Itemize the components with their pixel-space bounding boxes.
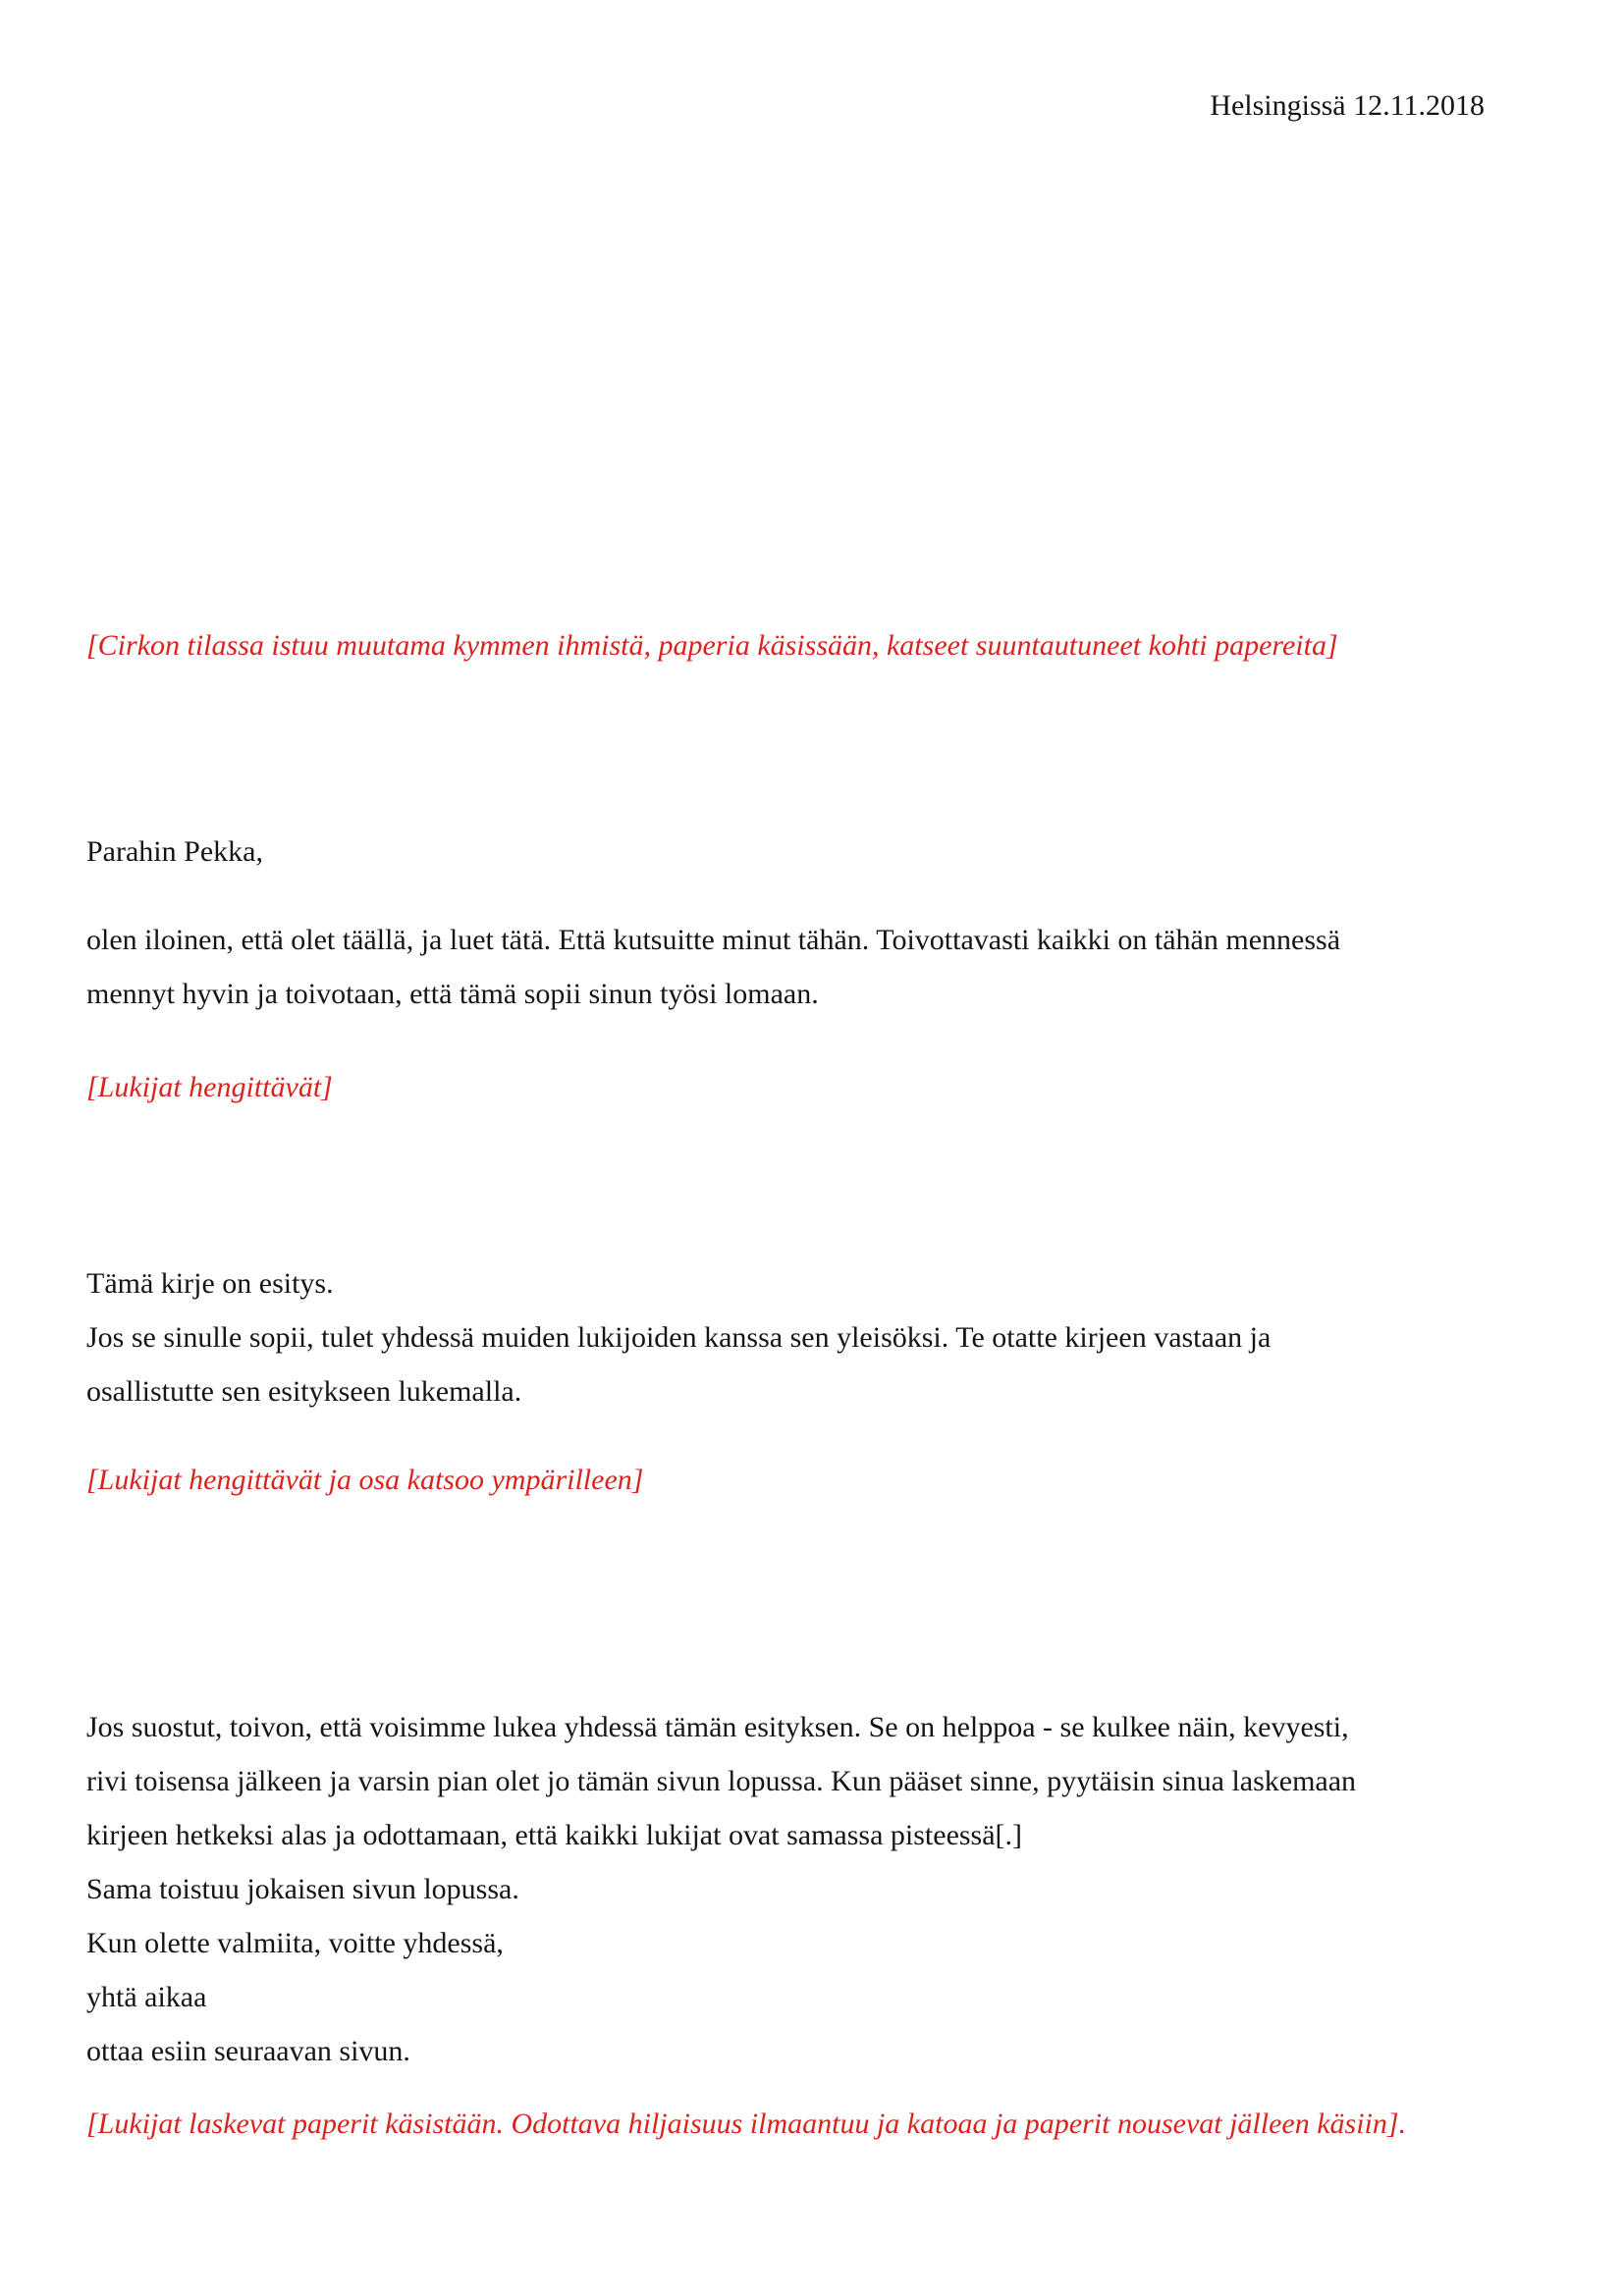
text-line: Kun olette valmiita, voitte yhdessä, bbox=[86, 1927, 504, 1959]
text-line: mennyt hyvin ja toivotaan, että tämä sopii sinun työsi lomaan. bbox=[86, 978, 819, 1010]
text-line: Tämä kirje on esitys. bbox=[86, 1267, 334, 1300]
text-line: yhtä aikaa bbox=[86, 1981, 207, 2013]
paragraph-2 bbox=[86, 1256, 1536, 1418]
paragraph-1 bbox=[86, 913, 1536, 1021]
text-line: ottaa esiin seuraavan sivun. bbox=[86, 2035, 410, 2067]
stage-direction-breath-1: [Lukijat hengittävät] bbox=[86, 1071, 333, 1103]
stage-direction-closing: [Lukijat laskevat paperit käsistään. Odottava hiljaisuus ilmaantuu ja katoaa ja paperit nousevat jälleen käsiin]. bbox=[86, 2108, 1407, 2140]
stage-direction-opening: [Cirkon tilassa istuu muutama kymmen ihmistä, paperia käsissään, katseet suuntautuneet kohti papereita] bbox=[86, 629, 1338, 662]
text-line: rivi toisensa jälkeen ja varsin pian olet jo tämän sivun lopussa. Kun pääset sinne, pyytäisin sinua laskemaan bbox=[86, 1765, 1357, 1797]
text-line: Jos suostut, toivon, että voisimme lukea yhdessä tämän esityksen. Se on helppoa - se kulkee näin, kevyesti, bbox=[86, 1711, 1349, 1743]
salutation: Parahin Pekka, bbox=[86, 835, 263, 868]
text-line: kirjeen hetkeksi alas ja odottamaan, että kaikki lukijat ovat samassa pisteessä[.] bbox=[86, 1819, 1023, 1851]
text-line: olen iloinen, että olet täällä, ja luet tätä. Että kutsuitte minut tähän. Toivottavasti kaikki on tähän mennessä bbox=[86, 924, 1341, 956]
text-line: osallistutte sen esitykseen lukemalla. bbox=[86, 1375, 522, 1408]
stage-direction-breath-2: [Lukijat hengittävät ja osa katsoo ympärilleen] bbox=[86, 1464, 644, 1496]
dateline: Helsingissä 12.11.2018 bbox=[1210, 89, 1485, 122]
text-line: Sama toistuu jokaisen sivun lopussa. bbox=[86, 1873, 519, 1905]
text-line: Jos se sinulle sopii, tulet yhdessä muiden lukijoiden kanssa sen yleisöksi. Te otatte kirjeen vastaan ja bbox=[86, 1321, 1272, 1354]
paragraph-3 bbox=[86, 1700, 1536, 2078]
